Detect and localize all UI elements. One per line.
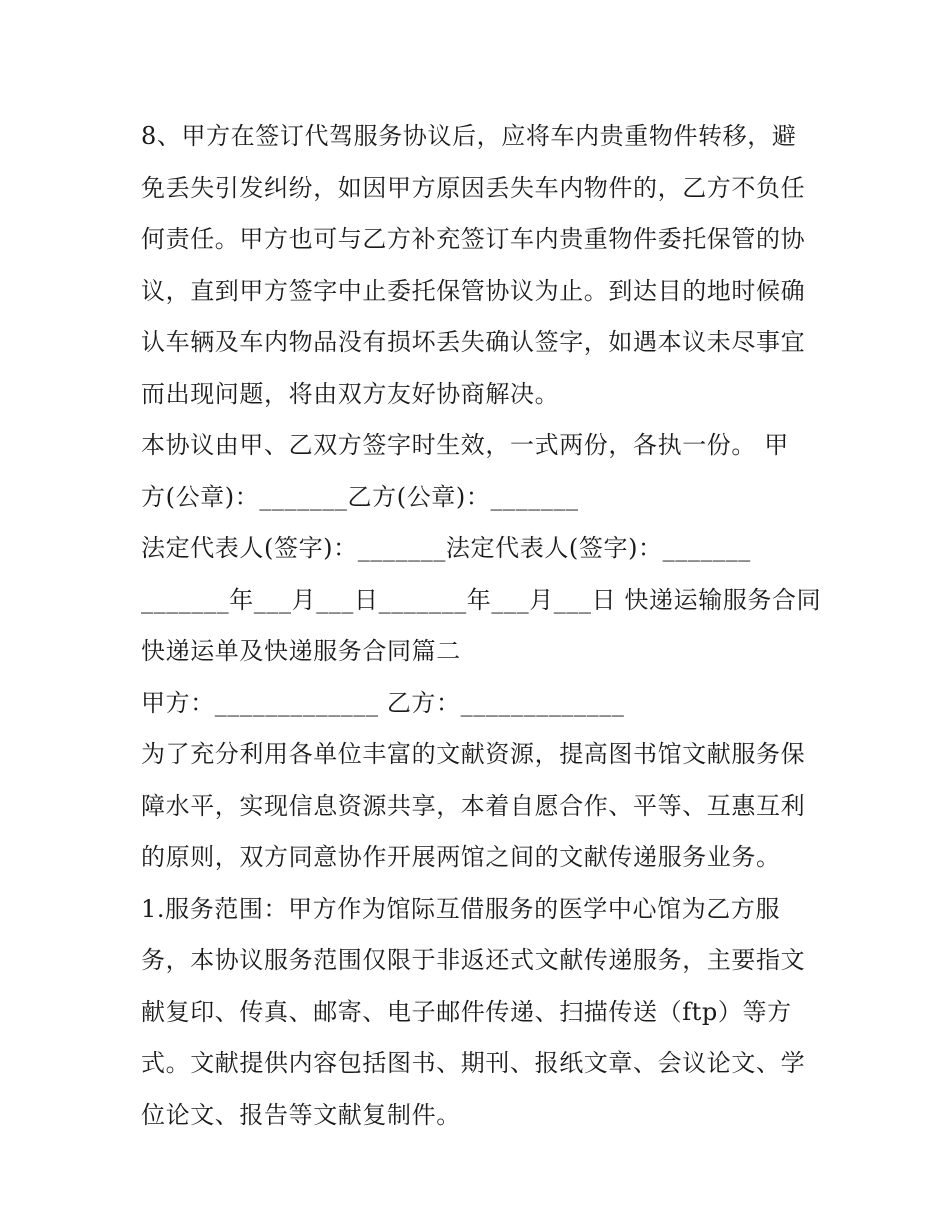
text-line: 议，直到甲方签字中止委托保管协议为止。到达目的地时候确 bbox=[141, 276, 806, 305]
signature-line: 法定代表人(签字)：_______法定代表人(签字)：_______ bbox=[141, 534, 751, 562]
text-line: 8、甲方在签订代驾服务协议后，应将车内贵重物件转移，避 bbox=[141, 122, 797, 150]
text-line: 献复印、传真、邮寄、电子邮件传递、扫描传送（ftp）等方 bbox=[141, 997, 792, 1026]
text-line: 1.服务范围：甲方作为馆际互借服务的医学中心馆为乙方服 bbox=[141, 894, 781, 923]
signature-line: 方(公章)：_______乙方(公章)：_______ bbox=[141, 482, 579, 511]
text-line: 免丢失引发纠纷，如因甲方原因丢失车内物件的，乙方不负任 bbox=[141, 173, 806, 202]
text-line: 障水平，实现信息资源共享，本着自愿合作、平等、互惠互利 bbox=[141, 791, 806, 820]
party-line: 甲方：_____________ 乙方：_____________ bbox=[141, 688, 625, 717]
text-line: 而出现问题，将由双方友好协商解决。 bbox=[141, 379, 560, 408]
date-line: _______年___月___日_______年___月___日 快递运输服务合同 bbox=[141, 585, 822, 614]
text-line: 位论文、报告等文献复制件。 bbox=[141, 1100, 461, 1129]
text-line: 何责任。甲方也可与乙方补充签订车内贵重物件委托保管的协 bbox=[141, 225, 806, 253]
text-line: 本协议由甲、乙双方签字时生效，一式两份，各执一份。 甲 bbox=[141, 431, 789, 459]
document-body bbox=[141, 111, 821, 1141]
section-title: 快递运单及快递服务合同篇二 bbox=[141, 637, 461, 665]
text-line: 认车辆及车内物品没有损坏丢失确认签字，如遇本议未尽事宜 bbox=[141, 328, 806, 356]
text-line: 为了充分利用各单位丰富的文献资源，提高图书馆文献服务保 bbox=[141, 740, 806, 768]
text-line: 务，本协议服务范围仅限于非返还式文献传递服务，主要指文 bbox=[141, 946, 806, 974]
text-line: 式。文献提供内容包括图书、期刊、报纸文章、会议论文、学 bbox=[141, 1049, 806, 1077]
text-line: 的原则，双方同意协作开展两馆之间的文献传递服务业务。 bbox=[141, 843, 781, 871]
